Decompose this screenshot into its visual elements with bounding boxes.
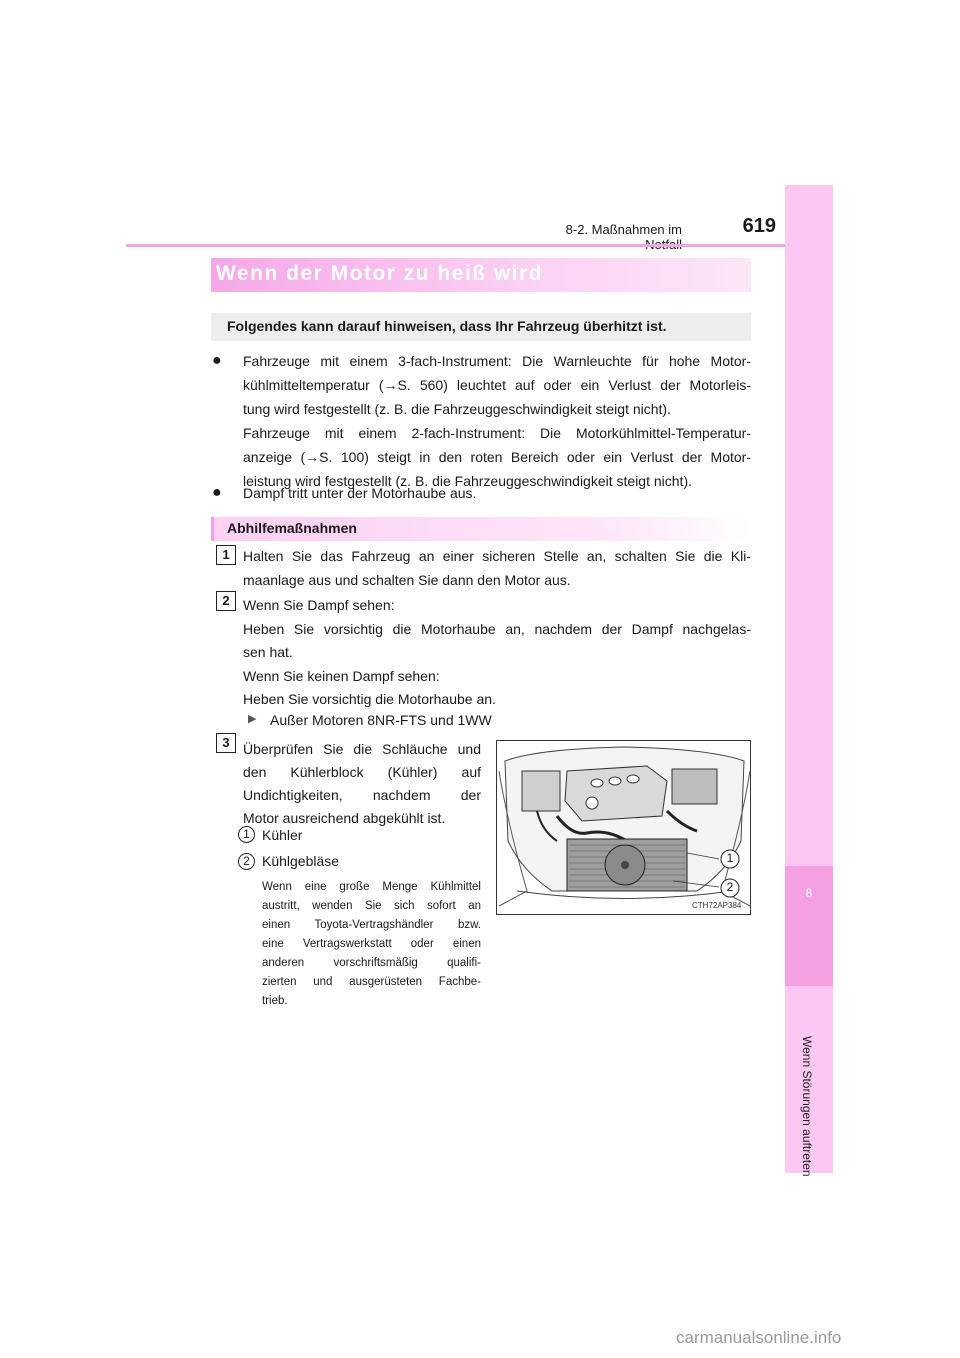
bullet-1-line-1: Fahrzeuge mit einem 3-fach-Instrument: Die Warnleuchte für hohe Motor- xyxy=(243,353,751,369)
chapter-number: 8 xyxy=(805,886,813,900)
note-line-1: Wenn eine große Menge Kühlmittel xyxy=(262,881,481,893)
intro-box xyxy=(211,313,751,341)
condition-text: Außer Motoren 8NR-FTS und 1WW xyxy=(270,712,492,728)
step-1-line-2: maanlage aus und schalten Sie dann den Motor aus. xyxy=(243,572,571,588)
note-line-5: anderen vorschriftsmäßig qualifi- xyxy=(262,957,481,969)
intro-text: Folgendes kann darauf hinweisen, dass Ihr Fahrzeug überhitzt ist. xyxy=(227,318,667,334)
step-1-badge: 1 xyxy=(216,545,236,565)
bullet-marker: ● xyxy=(212,484,222,501)
remedy-heading-bar xyxy=(211,517,751,541)
legend-2-number: 2 xyxy=(238,853,255,870)
figure-callout-2: 2 xyxy=(726,880,734,894)
note-line-7: trieb. xyxy=(262,995,288,1007)
note-line-4: eine Vertragswerkstatt oder einen xyxy=(262,938,481,950)
watermark: carmanualsonline.info xyxy=(676,1328,842,1347)
step-3-line-4: Motor ausreichend abgekühlt ist. xyxy=(243,810,446,826)
legend-2-label: Kühlgebläse xyxy=(262,853,340,869)
engine-bay-drawing xyxy=(497,741,751,915)
legend-1-number: 1 xyxy=(238,826,255,843)
note-line-2: austritt, wenden Sie sich sofort an xyxy=(262,900,481,912)
remedy-heading: Abhilfemaßnahmen xyxy=(227,520,357,536)
bullet-1-line-6: leistung wird festgestellt (z. B. die Fahrzeuggeschwindigkeit steigt nicht). xyxy=(243,473,692,489)
legend-1-label: Kühler xyxy=(262,827,303,843)
bullet-1-line-5: anzeige (→S. 100) steigt in den roten Bereich oder ein Verlust der Motor- xyxy=(243,449,751,465)
chapter-title: Wenn Störungen auftreten xyxy=(800,1036,814,1177)
bullet-1-line-3: tung wird festgestellt (z. B. die Fahrzeuggeschwindigkeit steigt nicht). xyxy=(243,401,671,417)
figure-code: CTH72AP384 xyxy=(692,901,742,910)
engine-bay-illustration xyxy=(496,740,751,915)
step-3-line-1: Überprüfen Sie die Schläuche und xyxy=(243,741,481,757)
section-heading-bar xyxy=(211,258,751,292)
step-3-line-3: Undichtigkeiten, nachdem der xyxy=(243,787,481,803)
chapter-side-tab xyxy=(785,185,833,1173)
step-2-line-1: Wenn Sie Dampf sehen: xyxy=(243,597,395,613)
step-2-line-5: Heben Sie vorsichtig die Motorhaube an. xyxy=(243,691,496,707)
step-2-line-2: Heben Sie vorsichtig die Motorhaube an, nachdem der Dampf nachgelas- xyxy=(243,621,751,637)
figure-callout-1: 1 xyxy=(726,851,734,865)
page-number: 619 xyxy=(742,215,776,237)
step-1-line-1: Halten Sie das Fahrzeug an einer sicheren Stelle an, schalten Sie die Kli- xyxy=(243,548,751,564)
section-heading: Wenn der Motor zu heiß wird xyxy=(216,262,544,285)
note-line-6: zierten und ausgerüsteten Fachbe- xyxy=(262,976,481,988)
bullet-marker: ● xyxy=(212,352,222,369)
bullet-2: Dampf tritt unter der Motorhaube aus. xyxy=(243,485,477,501)
header-divider xyxy=(126,244,785,247)
step-2-line-4: Wenn Sie keinen Dampf sehen: xyxy=(243,668,440,684)
step-3-line-2: den Kühlerblock (Kühler) auf xyxy=(243,764,481,780)
note-line-3: einen Toyota-Vertragshändler bzw. xyxy=(262,919,481,931)
bullet-1-line-4: Fahrzeuge mit einem 2-fach-Instrument: Die Motorkühlmittel-Temperatur- xyxy=(243,425,751,441)
condition-marker: ▶ xyxy=(248,713,257,725)
header-section-title: 8-2. Maßnahmen im xyxy=(565,222,682,237)
bullet-1-line-2: kühlmitteltemperatur (→S. 560) leuchtet auf oder ein Verlust der Motorleis- xyxy=(243,377,751,393)
chapter-number-tab xyxy=(785,866,833,986)
step-3-badge: 3 xyxy=(216,733,236,753)
step-2-line-3: sen hat. xyxy=(243,644,293,660)
step-2-badge: 2 xyxy=(216,591,236,611)
